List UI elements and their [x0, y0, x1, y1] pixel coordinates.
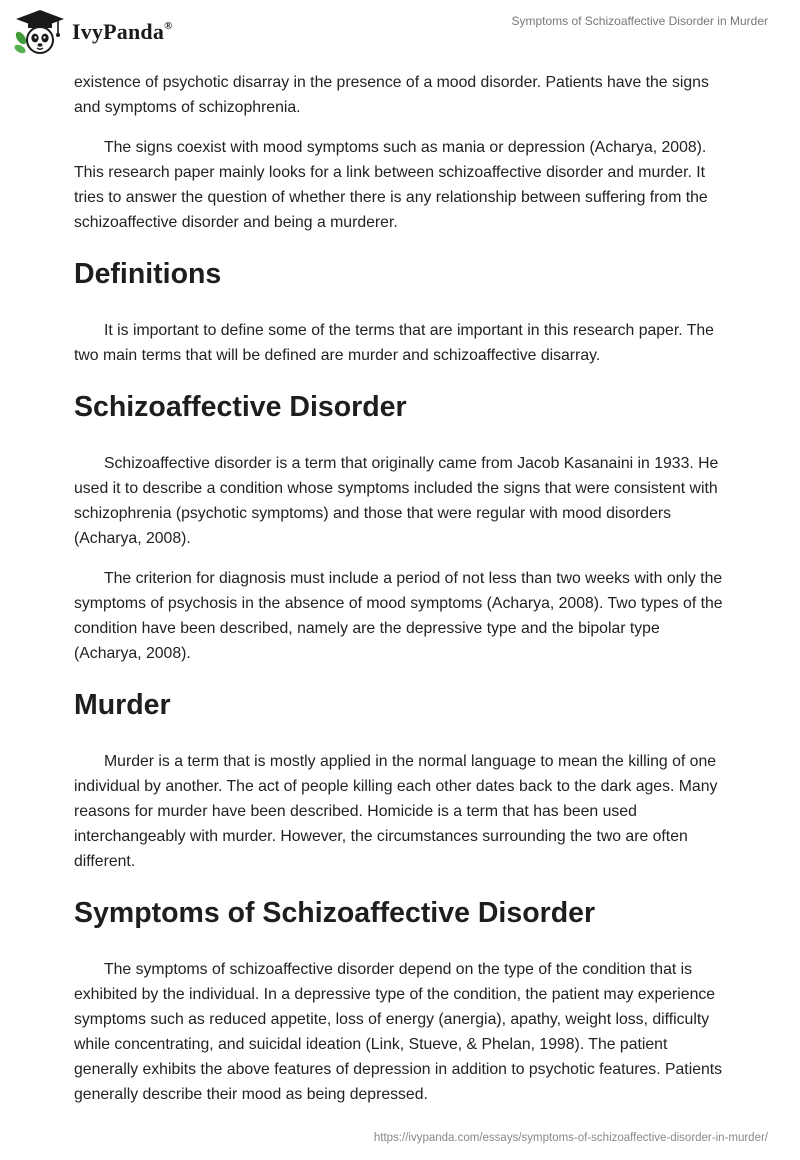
- intro-paragraph-1: existence of psychotic disarray in the presence of a mood disorder. Patients have the signs and symptoms of schizophrenia.: [74, 74, 709, 116]
- page-header: [0, 0, 800, 70]
- schizoaffective-heading: Schizoaffective Disorder: [74, 391, 407, 423]
- ivypanda-logo[interactable]: [14, 8, 173, 56]
- brand-name: [72, 19, 173, 45]
- symptoms-paragraph: The symptoms of schizoaffective disorder depend on the type of the condition that is exhibited by the individual. In a depressive type of the condition, the patient may experience symptoms such as reduced appetite, loss of energy (anergia), apathy, weight loss, difficulty while concentrating, and suicidal ideation (Link, Stueve, & Phelan, 1998). The patient generally exhibits the above features of depression in addition to psychotic features. Patients generally describe their mood as being depressed.: [74, 961, 723, 1103]
- schizoaffective-paragraph-2: The criterion for diagnosis must include a period of not less than two weeks with only the symptoms of psychosis in the absence of mood symptoms (Acharya, 2008). Two types of the condition have been described, namely are the depressive type and the bipolar type (Acharya, 2008).: [74, 570, 723, 662]
- document-title: Symptoms of Schizoaffective Disorder in Murder: [511, 14, 768, 28]
- schizoaffective-paragraph-1: Schizoaffective disorder is a term that originally came from Jacob Kasanaini in 1933. He used it to describe a condition whose symptoms included the signs that were consistent with schizophrenia (psychotic symptoms) and those that were regular with mood disorders (Acharya, 2008).: [74, 455, 719, 547]
- registered-mark: ®: [164, 19, 173, 32]
- intro-paragraph-2: The signs coexist with mood symptoms such as mania or depression (Acharya, 2008). This research paper mainly looks for a link between schizoaffective disorder and murder. It tries to answer the question of whether there is any relationship between suffering from the schizoaffective disorder and being a murderer.: [74, 139, 708, 231]
- symptoms-heading: Symptoms of Schizoaffective Disorder: [74, 897, 596, 929]
- murder-heading: Murder: [74, 689, 171, 721]
- source-url[interactable]: https://ivypanda.com/essays/symptoms-of-schizoaffective-disorder-in-murder/: [373, 1132, 768, 1144]
- article-content: [74, 70, 729, 1122]
- definitions-heading: Definitions: [74, 258, 222, 290]
- panda-graduate-logo-icon: [14, 8, 66, 56]
- definitions-paragraph: It is important to define some of the terms that are important in this research paper. The two main terms that will be defined are murder and schizoaffective disarray.: [74, 322, 714, 364]
- murder-paragraph: Murder is a term that is mostly applied in the normal language to mean the killing of one individual by another. The act of people killing each other dates back to the dark ages. Many reasons for murder have been described. Homicide is a term that has been used interchangeably with murder. However, the circumstances surrounding the two are often different.: [74, 753, 718, 870]
- brand-text: IvyPanda: [72, 19, 165, 44]
